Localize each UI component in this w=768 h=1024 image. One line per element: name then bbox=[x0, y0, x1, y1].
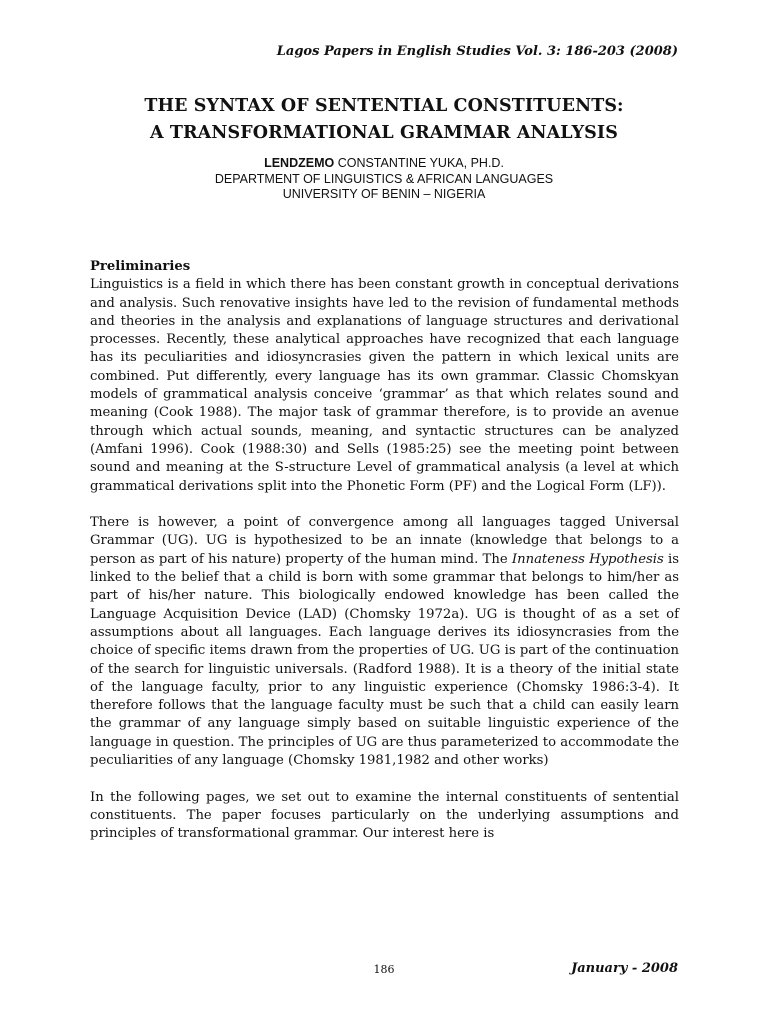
author-name bbox=[0, 156, 768, 172]
page-number: 186 bbox=[373, 963, 395, 976]
paragraph-2-part-b: is linked to the belief that a child is born with some grammar that belongs to him/her as part of his/her nature. This biologically endowed knowledge has been called the Language Acquisition Device (LAD) (Chomsky 1972a). UG is thought of as a set of assumptions about all languages. Each language derives its idiosyncrasies from the choice of specific items drawn from the properties of UG. UG is part of the continuation of the search for linguistic universals. (Radford 1988). It is a theory of the initial state of the language faculty, prior to any linguistic experience (Chomsky 1986:3-4). It therefore follows that the language faculty must be such that a child can easily learn the grammar of any language simply based on suitable linguistic experience of the language in question. The principles of UG are thus parameterized to accommodate the peculiarities of any language (Chomsky 1981,1982 and other works) bbox=[90, 551, 679, 769]
author-university: UNIVERSITY OF BENIN – NIGERIA bbox=[282, 187, 486, 201]
paragraph-2-part-a: There is however, a point of convergence among all languages tagged Universal Grammar (UG). UG is hypothesized to be an innate (knowledge that belongs to a person as part of his nature) property of the human mind. The bbox=[90, 515, 679, 567]
section-heading: Preliminaries bbox=[90, 259, 191, 274]
footer-date: January - 2008 bbox=[571, 961, 678, 976]
body-text bbox=[90, 258, 679, 844]
author-surname: LENDZEMO bbox=[264, 156, 335, 170]
paper-title bbox=[0, 93, 768, 147]
title-line-1: THE SYNTAX OF SENTENTIAL CONSTITUENTS: bbox=[144, 96, 624, 116]
paragraph-2 bbox=[90, 514, 679, 770]
title-line-2: A TRANSFORMATIONAL GRAMMAR ANALYSIS bbox=[150, 123, 618, 143]
paragraph-1: Linguistics is a field in which there has been constant growth in conceptual derivations and analysis. Such renovative insights have led to the revision of fundamental methods and theories in the analysis and explanations of language structures and derivational processes. Recently, these analytical approaches have recognized that each language has its peculiarities and idiosyncrasies given the pattern in which lexical units are combined. Put differently, every language has its own grammar. Classic Chomskyan models of grammatical analysis conceive ‘grammar’ as that which relates sound and meaning (Cook 1988). The major task of grammar therefore, is to provide an avenue through which actual sounds, meaning, and syntactic structures can be analyzed (Amfani 1996). Cook (1988:30) and Sells (1985:25) see the meeting point between sound and meaning at the S-structure Level of grammatical analysis (a level at which grammatical derivations split into the Phonetic Form (PF) and the Logical Form (LF)). bbox=[90, 277, 679, 494]
paragraph-2-italic-term: Innateness Hypothesis bbox=[511, 551, 664, 567]
author-given-names: CONSTANTINE YUKA, PH.D. bbox=[334, 156, 504, 170]
paragraph-3: In the following pages, we set out to examine the internal constituents of sentential constituents. The paper focuses particularly on the underlying assumptions and principles of transformational grammar. Our interest here is bbox=[90, 789, 679, 842]
journal-reference: Lagos Papers in English Studies Vol. 3: 186-203 (2008) bbox=[276, 44, 678, 59]
author-department: DEPARTMENT OF LINGUISTICS & AFRICAN LANGUAGES bbox=[214, 171, 554, 186]
author-affiliation bbox=[0, 156, 768, 203]
